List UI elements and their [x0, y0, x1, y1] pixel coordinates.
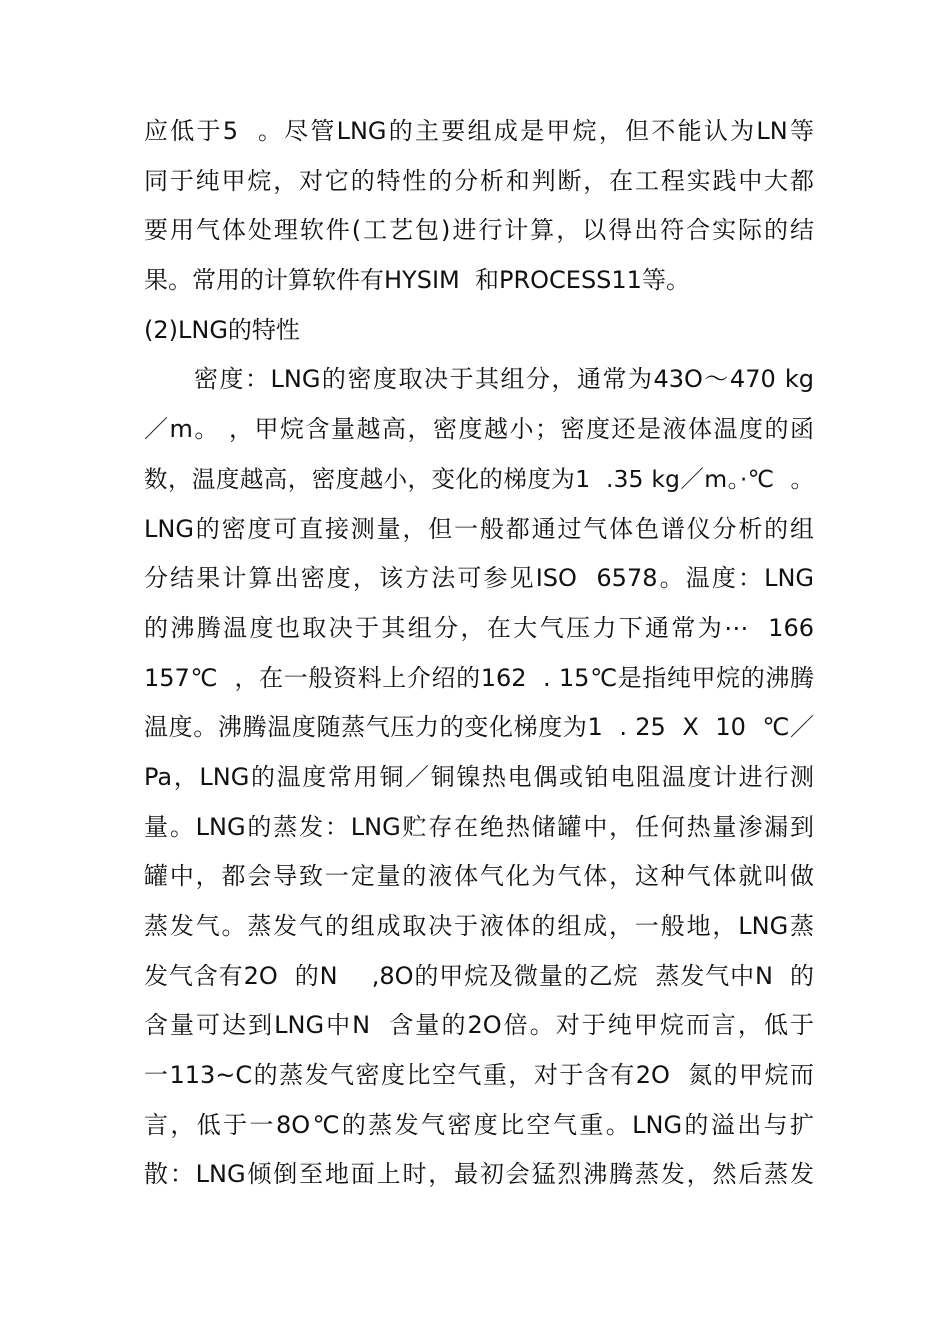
text-line: 应低于5 。尽管LNG的主要组成是甲烷，但不能认为LN等: [144, 117, 814, 145]
text-line: 散：LNG倾倒至地面上时，最初会猛烈沸腾蒸发，然后蒸发: [144, 1160, 814, 1189]
text-line: 一113~C的蒸发气密度比空气重，对于含有2O 氮的甲烷而: [144, 1061, 814, 1090]
text-line: 温度。沸腾温度随蒸气压力的变化梯度为1 . 25 X 10 ℃／: [144, 713, 814, 742]
text-line: 的沸腾温度也取决于其组分，在大气压力下通常为⋯ 166: [144, 613, 814, 642]
text-line: 同于纯甲烷，对它的特性的分析和判断，在工程实践中大都: [144, 166, 814, 195]
text-line: 发气含有2O 的N ,8O的甲烷及微量的乙烷 蒸发气中N 的: [144, 961, 814, 990]
text-line: 量。LNG的蒸发：LNG贮存在绝热储罐中，任何热量渗漏到: [144, 812, 814, 841]
text-line: 蒸发气。蒸发气的组成取决于液体的组成，一般地，LNG蒸: [144, 912, 814, 940]
body-text: [144, 107, 814, 1200]
text-line: 分结果计算出密度，该方法可参见ISO 6578。温度：LNG: [144, 564, 814, 593]
text-line: 数，温度越高，密度越小，变化的梯度为1 .35 kg／m。·℃ 。: [144, 464, 814, 493]
section-heading: (2)LNG的特性: [144, 315, 300, 344]
text-line: Pa，LNG的温度常用铜／铜镍热电偶或铂电阻温度计进行测: [144, 762, 814, 791]
text-line: ／m。 ，甲烷含量越高，密度越小；密度还是液体温度的函: [144, 415, 814, 444]
text-line: LNG的密度可直接测量，但一般都通过气体色谱仪分析的组: [144, 514, 814, 543]
text-line: 罐中，都会导致一定量的液体气化为气体，这种气体就叫做: [144, 862, 814, 891]
text-line: 言，低于一8O℃的蒸发气密度比空气重。LNG的溢出与扩: [144, 1110, 814, 1139]
text-line: 果。常用的计算软件有HYSIM 和PROCESS11等。: [144, 266, 690, 295]
text-line: 157℃ ，在一般资料上介绍的162 . 15℃是指纯甲烷的沸腾: [144, 663, 814, 692]
text-line: 含量可达到LNG中N 含量的2O倍。对于纯甲烷而言，低于: [144, 1011, 814, 1040]
text-line: 要用气体处理软件(工艺包)进行计算，以得出符合实际的结: [144, 216, 814, 245]
text-line: 密度：LNG的密度取决于其组分，通常为43O～470 kg: [194, 365, 814, 394]
